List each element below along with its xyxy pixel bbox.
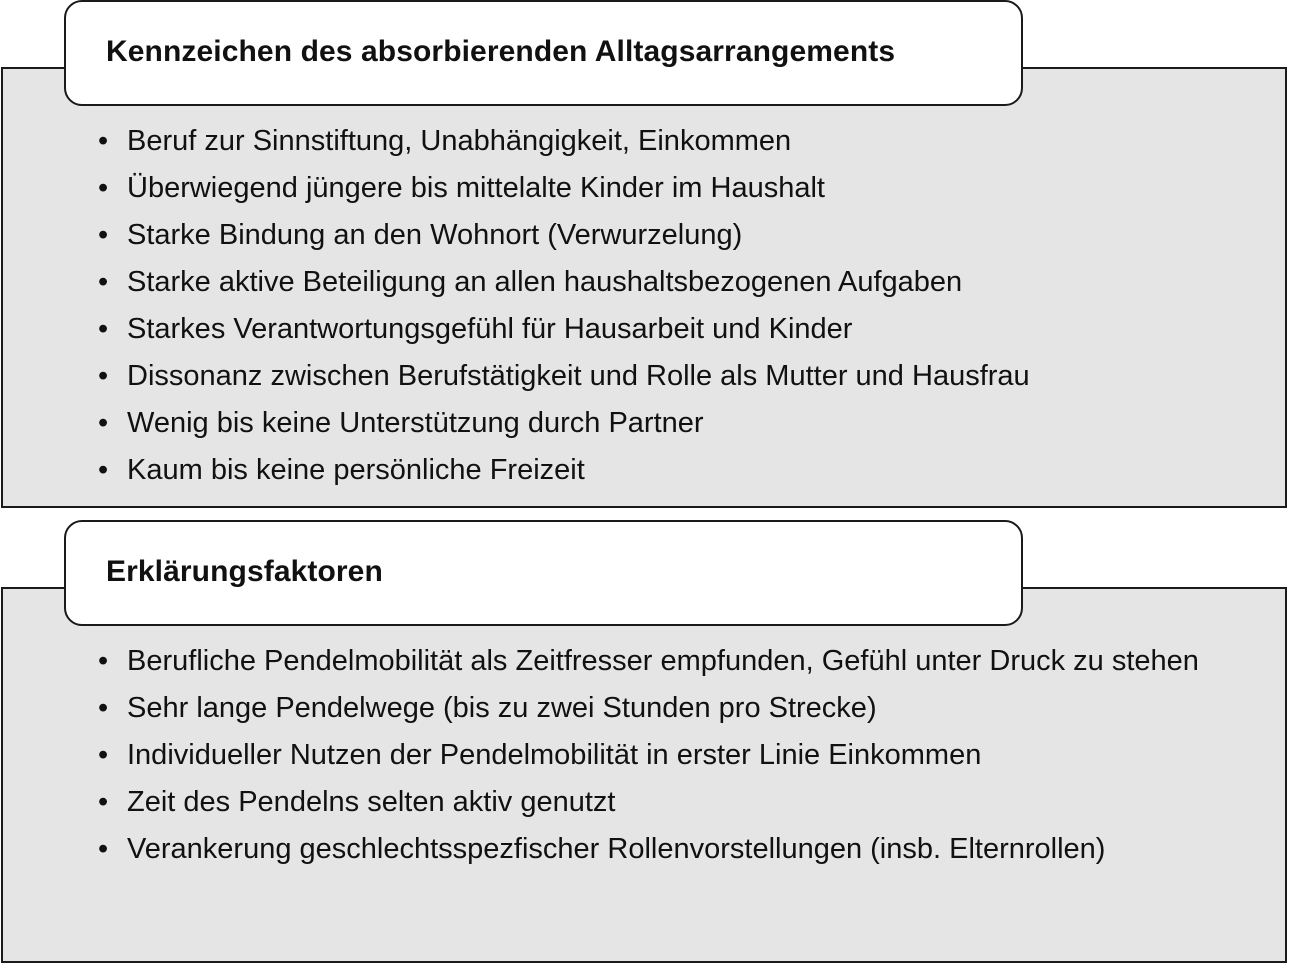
bullet-icon: • — [98, 360, 109, 392]
bullet-icon: • — [98, 645, 109, 677]
list-item: • Starkes Verantwortungsgefühl für Hausarbeit und Kinder — [98, 311, 1030, 348]
bullet-icon: • — [98, 172, 109, 204]
list-item: • Beruf zur Sinnstiftung, Unabhängigkeit, Einkommen — [98, 123, 1030, 160]
bullet-icon: • — [98, 313, 109, 345]
factors-title: Erklärungsfaktoren — [106, 555, 383, 588]
bullet-icon: • — [98, 833, 109, 865]
list-item: • Überwiegend jüngere bis mittelalte Kinder im Haushalt — [98, 170, 1030, 207]
list-item: • Berufliche Pendelmobilität als Zeitfresser empfunden, Gefühl unter Druck zu stehen — [98, 643, 1207, 680]
characteristics-list — [98, 123, 1030, 499]
list-item: • Verankerung geschlechtsspezfischer Rollenvorstellungen (insb. Elternrollen) — [98, 831, 1207, 868]
bullet-icon: • — [98, 786, 109, 818]
factors-header — [64, 520, 1023, 626]
bullet-icon: • — [98, 454, 109, 486]
characteristics-header — [64, 0, 1023, 106]
bullet-icon: • — [98, 739, 109, 771]
list-item: • Zeit des Pendelns selten aktiv genutzt — [98, 784, 1207, 821]
list-item: • Starke Bindung an den Wohnort (Verwurzelung) — [98, 217, 1030, 254]
bullet-icon: • — [98, 219, 109, 251]
bullet-icon: • — [98, 407, 109, 439]
bullet-icon: • — [98, 125, 109, 157]
list-item: • Sehr lange Pendelwege (bis zu zwei Stunden pro Strecke) — [98, 690, 1207, 727]
list-item: • Dissonanz zwischen Berufstätigkeit und Rolle als Mutter und Hausfrau — [98, 358, 1030, 395]
bullet-icon: • — [98, 266, 109, 298]
factors-list — [98, 643, 1207, 878]
list-item: • Individueller Nutzen der Pendelmobilität in erster Linie Einkommen — [98, 737, 1207, 774]
list-item: • Starke aktive Beteiligung an allen haushaltsbezogenen Aufgaben — [98, 264, 1030, 301]
list-item: • Wenig bis keine Unterstützung durch Partner — [98, 405, 1030, 442]
characteristics-title: Kennzeichen des absorbierenden Alltagsarrangements — [106, 35, 896, 68]
list-item: • Kaum bis keine persönliche Freizeit — [98, 452, 1030, 489]
bullet-icon: • — [98, 692, 109, 724]
